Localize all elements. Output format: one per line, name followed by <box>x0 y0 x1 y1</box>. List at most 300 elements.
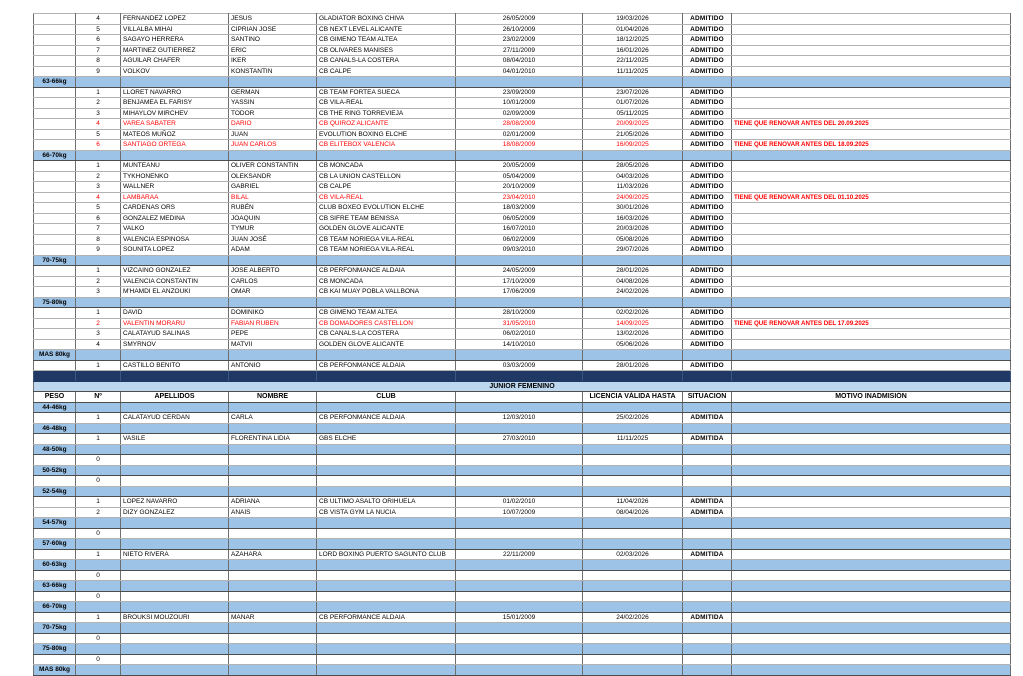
category-cell <box>121 581 229 592</box>
category-cell <box>732 560 1011 571</box>
column-header-peso: PESO <box>34 392 76 403</box>
cell-apellidos: SMYRNOV <box>121 339 229 350</box>
cell-situacion <box>683 455 732 466</box>
category-cell <box>121 623 229 634</box>
category-label: 50-52kg <box>34 465 76 476</box>
table-row <box>34 318 1011 329</box>
table-row <box>34 213 1011 224</box>
cell-peso <box>34 329 76 340</box>
cell-nombre: FLORENTINA LIDIA <box>229 434 317 445</box>
table-row <box>34 66 1011 77</box>
cell-peso <box>34 14 76 25</box>
cell-num: 6 <box>76 213 121 224</box>
cell-num: 9 <box>76 245 121 256</box>
cell-nombre: ADRIANA <box>229 497 317 508</box>
category-row <box>34 623 1011 634</box>
cell-num: 2 <box>76 98 121 109</box>
cell-apellidos: TYKHONENKO <box>121 171 229 182</box>
cell-motivo: TIENE QUE RENOVAR ANTES DEL 20.09.2025 <box>732 119 1011 130</box>
category-cell <box>456 465 583 476</box>
cell-motivo <box>732 549 1011 560</box>
category-label: MAS 80kg <box>34 350 76 361</box>
separator-cell <box>732 371 1011 382</box>
cell-apellidos: VALENTIN MORARU <box>121 318 229 329</box>
cell-peso <box>34 182 76 193</box>
cell-situacion: ADMITIDO <box>683 98 732 109</box>
cell-apellidos: DAVID <box>121 308 229 319</box>
table-row <box>34 35 1011 46</box>
category-cell <box>76 255 121 266</box>
cell-club <box>317 591 456 602</box>
category-cell <box>732 297 1011 308</box>
table-row <box>34 87 1011 98</box>
cell-fecha: 17/06/2009 <box>456 287 583 298</box>
cell-situacion <box>683 528 732 539</box>
category-cell <box>229 297 317 308</box>
category-cell <box>317 255 456 266</box>
category-row <box>34 255 1011 266</box>
cell-peso <box>34 591 76 602</box>
category-cell <box>456 602 583 613</box>
cell-club: CB OLIVARES MANISES <box>317 45 456 56</box>
cell-motivo <box>732 287 1011 298</box>
cell-num: 0 <box>76 654 121 665</box>
category-row <box>34 665 1011 676</box>
cell-licencia: 29/07/2026 <box>583 245 683 256</box>
cell-motivo <box>732 213 1011 224</box>
category-cell <box>121 444 229 455</box>
cell-apellidos: BENJAMEA EL FARISY <box>121 98 229 109</box>
category-label: 44-46kg <box>34 402 76 413</box>
cell-apellidos: LLORET NAVARRO <box>121 87 229 98</box>
cell-peso <box>34 549 76 560</box>
cell-motivo <box>732 203 1011 214</box>
cell-situacion: ADMITIDO <box>683 213 732 224</box>
cell-num: 1 <box>76 161 121 172</box>
column-header-row <box>34 392 1011 403</box>
cell-peso <box>34 245 76 256</box>
category-label: 66-70kg <box>34 150 76 161</box>
cell-fecha: 12/03/2010 <box>456 413 583 424</box>
cell-nombre <box>229 455 317 466</box>
cell-peso <box>34 266 76 277</box>
cell-peso <box>34 360 76 371</box>
cell-num: 1 <box>76 497 121 508</box>
cell-licencia: 24/09/2025 <box>583 192 683 203</box>
category-cell <box>456 444 583 455</box>
cell-peso <box>34 476 76 487</box>
cell-nombre: ADAM <box>229 245 317 256</box>
category-cell <box>732 402 1011 413</box>
cell-club <box>317 476 456 487</box>
cell-licencia: 28/01/2026 <box>583 360 683 371</box>
category-cell <box>76 150 121 161</box>
table-row <box>34 434 1011 445</box>
cell-situacion: ADMITIDO <box>683 287 732 298</box>
cell-situacion <box>683 570 732 581</box>
cell-situacion: ADMITIDO <box>683 24 732 35</box>
cell-fecha <box>456 570 583 581</box>
cell-nombre <box>229 528 317 539</box>
cell-nombre: TYMUR <box>229 224 317 235</box>
category-cell <box>583 150 683 161</box>
category-cell <box>732 644 1011 655</box>
cell-peso <box>34 98 76 109</box>
category-cell <box>456 77 583 88</box>
cell-licencia: 16/03/2026 <box>583 213 683 224</box>
category-cell <box>76 623 121 634</box>
cell-peso <box>34 161 76 172</box>
cell-situacion: ADMITIDO <box>683 66 732 77</box>
category-cell <box>121 465 229 476</box>
cell-num: 6 <box>76 35 121 46</box>
cell-club: CB CALPE <box>317 66 456 77</box>
cell-licencia: 08/04/2026 <box>583 507 683 518</box>
cell-apellidos: CALATAYUD CERDAN <box>121 413 229 424</box>
cell-peso <box>34 339 76 350</box>
category-cell <box>456 150 583 161</box>
cell-fecha: 06/02/2010 <box>456 329 583 340</box>
cell-apellidos: FERNANDEZ LOPEZ <box>121 14 229 25</box>
cell-nombre: KONSTANTIN <box>229 66 317 77</box>
cell-club: CB SIFRE TEAM BENISSA <box>317 213 456 224</box>
cell-num: 1 <box>76 308 121 319</box>
category-cell <box>76 518 121 529</box>
cell-nombre: JESUS <box>229 14 317 25</box>
category-cell <box>229 77 317 88</box>
cell-motivo <box>732 14 1011 25</box>
cell-motivo <box>732 612 1011 623</box>
cell-apellidos: MUNTEANU <box>121 161 229 172</box>
cell-peso <box>34 413 76 424</box>
cell-nombre: MATVII <box>229 339 317 350</box>
table-row <box>34 119 1011 130</box>
category-cell <box>317 465 456 476</box>
cell-num: 6 <box>76 140 121 151</box>
cell-licencia: 05/08/2026 <box>583 234 683 245</box>
cell-motivo <box>732 476 1011 487</box>
cell-nombre: DARIO <box>229 119 317 130</box>
category-cell <box>583 560 683 571</box>
cell-apellidos: MIHAYLOV MIRCHEV <box>121 108 229 119</box>
cell-motivo: TIENE QUE RENOVAR ANTES DEL 17.09.2025 <box>732 318 1011 329</box>
cell-nombre: YASSIN <box>229 98 317 109</box>
cell-peso <box>34 287 76 298</box>
cell-apellidos: VALENCIA ESPINOSA <box>121 234 229 245</box>
cell-fecha: 02/09/2009 <box>456 108 583 119</box>
category-cell <box>121 518 229 529</box>
category-cell <box>317 423 456 434</box>
cell-situacion: ADMITIDO <box>683 329 732 340</box>
cell-situacion: ADMITIDO <box>683 224 732 235</box>
cell-num: 9 <box>76 66 121 77</box>
cell-licencia: 28/05/2026 <box>583 161 683 172</box>
cell-peso <box>34 434 76 445</box>
cell-licencia: 05/11/2025 <box>583 108 683 119</box>
section-banner <box>34 381 1011 392</box>
cell-club: CB CALPE <box>317 182 456 193</box>
cell-apellidos: MARTINEZ GUTIERREZ <box>121 45 229 56</box>
table-row <box>34 276 1011 287</box>
cell-fecha: 23/04/2010 <box>456 192 583 203</box>
cell-situacion <box>683 476 732 487</box>
category-cell <box>456 518 583 529</box>
cell-num: 0 <box>76 633 121 644</box>
cell-peso <box>34 633 76 644</box>
column-header-nombre: NOMBRE <box>229 392 317 403</box>
cell-licencia <box>583 476 683 487</box>
cell-licencia: 24/02/2026 <box>583 287 683 298</box>
cell-licencia: 16/01/2026 <box>583 45 683 56</box>
cell-num: 1 <box>76 360 121 371</box>
cell-club: LORD BOXING PUERTO SAGUNTO CLUB <box>317 549 456 560</box>
cell-fecha: 23/09/2009 <box>456 87 583 98</box>
cell-apellidos: NIETO RIVERA <box>121 549 229 560</box>
category-cell <box>121 602 229 613</box>
cell-apellidos: WALLNER <box>121 182 229 193</box>
table-row <box>34 308 1011 319</box>
cell-num: 3 <box>76 287 121 298</box>
cell-licencia: 11/11/2025 <box>583 66 683 77</box>
cell-situacion: ADMITIDO <box>683 276 732 287</box>
cell-nombre <box>229 570 317 581</box>
cell-club <box>317 570 456 581</box>
category-cell <box>732 77 1011 88</box>
cell-peso <box>34 87 76 98</box>
cell-motivo <box>732 35 1011 46</box>
table-row <box>34 497 1011 508</box>
cell-fecha: 10/01/2009 <box>456 98 583 109</box>
category-label: 54-57kg <box>34 518 76 529</box>
cell-fecha: 26/05/2009 <box>456 14 583 25</box>
separator-cell <box>34 371 76 382</box>
category-cell <box>121 539 229 550</box>
category-cell <box>76 465 121 476</box>
cell-licencia: 11/04/2026 <box>583 497 683 508</box>
category-cell <box>229 465 317 476</box>
cell-apellidos <box>121 654 229 665</box>
category-cell <box>317 665 456 676</box>
table-row <box>34 224 1011 235</box>
category-cell <box>76 350 121 361</box>
cell-apellidos <box>121 455 229 466</box>
cell-motivo <box>732 45 1011 56</box>
category-cell <box>456 623 583 634</box>
cell-licencia: 05/06/2026 <box>583 339 683 350</box>
category-row <box>34 423 1011 434</box>
cell-situacion <box>683 591 732 602</box>
cell-num: 8 <box>76 56 121 67</box>
cell-licencia: 22/11/2025 <box>583 56 683 67</box>
column-header-apellidos: APELLIDOS <box>121 392 229 403</box>
cell-fecha: 27/03/2010 <box>456 434 583 445</box>
cell-motivo <box>732 234 1011 245</box>
category-row <box>34 350 1011 361</box>
cell-nombre: BILAL <box>229 192 317 203</box>
category-cell <box>583 581 683 592</box>
category-row <box>34 539 1011 550</box>
column-header-licencia: LICENCIA VÁLIDA HASTA <box>583 392 683 403</box>
cell-situacion: ADMITIDA <box>683 413 732 424</box>
category-cell <box>732 444 1011 455</box>
category-cell <box>229 602 317 613</box>
cell-peso <box>34 35 76 46</box>
category-label: 46-48kg <box>34 423 76 434</box>
cell-fecha: 28/08/2009 <box>456 119 583 130</box>
category-cell <box>683 623 732 634</box>
cell-situacion: ADMITIDA <box>683 507 732 518</box>
cell-club: CB KAI MUAY POBLA VALLBONA <box>317 287 456 298</box>
category-cell <box>456 402 583 413</box>
cell-peso <box>34 129 76 140</box>
section-banner-label: JUNIOR FEMENINO <box>34 381 1011 392</box>
cell-peso <box>34 528 76 539</box>
cell-peso <box>34 203 76 214</box>
cell-situacion: ADMITIDO <box>683 140 732 151</box>
category-row <box>34 444 1011 455</box>
category-cell <box>583 665 683 676</box>
cell-num: 2 <box>76 276 121 287</box>
cell-apellidos: CARDENAS ORS <box>121 203 229 214</box>
category-label: 48-50kg <box>34 444 76 455</box>
cell-nombre: CARLOS <box>229 276 317 287</box>
cell-peso <box>34 234 76 245</box>
category-label: 57-60kg <box>34 539 76 550</box>
table-row <box>34 45 1011 56</box>
cell-apellidos: SANTIAGO ORTEGA <box>121 140 229 151</box>
cell-num: 3 <box>76 108 121 119</box>
category-cell <box>229 623 317 634</box>
cell-fecha: 20/05/2009 <box>456 161 583 172</box>
cell-motivo <box>732 56 1011 67</box>
category-cell <box>732 465 1011 476</box>
cell-situacion: ADMITIDO <box>683 360 732 371</box>
cell-nombre: MANAR <box>229 612 317 623</box>
cell-num: 4 <box>76 119 121 130</box>
cell-motivo <box>732 360 1011 371</box>
cell-fecha: 16/07/2010 <box>456 224 583 235</box>
cell-licencia: 13/02/2026 <box>583 329 683 340</box>
cell-apellidos <box>121 591 229 602</box>
cell-nombre: GABRIEL <box>229 182 317 193</box>
table-row <box>34 591 1011 602</box>
cell-fecha: 18/08/2009 <box>456 140 583 151</box>
cell-nombre: TODOR <box>229 108 317 119</box>
cell-peso <box>34 45 76 56</box>
category-cell <box>317 77 456 88</box>
table-row <box>34 14 1011 25</box>
cell-nombre: JOSE ALBERTO <box>229 266 317 277</box>
cell-situacion: ADMITIDA <box>683 549 732 560</box>
cell-licencia: 01/07/2026 <box>583 98 683 109</box>
cell-motivo <box>732 108 1011 119</box>
cell-motivo <box>732 182 1011 193</box>
cell-club: CB GIMENO TEAM ALTEA <box>317 35 456 46</box>
category-cell <box>683 486 732 497</box>
cell-num: 0 <box>76 591 121 602</box>
cell-licencia: 21/05/2026 <box>583 129 683 140</box>
cell-club: EVOLUTION BOXING ELCHE <box>317 129 456 140</box>
cell-nombre: GERMAN <box>229 87 317 98</box>
cell-club: GOLDEN GLOVE ALICANTE <box>317 339 456 350</box>
cell-peso <box>34 455 76 466</box>
category-cell <box>229 518 317 529</box>
cell-peso <box>34 66 76 77</box>
cell-motivo <box>732 455 1011 466</box>
cell-num: 5 <box>76 203 121 214</box>
cell-club: CB MONCADA <box>317 276 456 287</box>
cell-fecha: 24/05/2009 <box>456 266 583 277</box>
cell-situacion: ADMITIDO <box>683 14 732 25</box>
category-cell <box>121 150 229 161</box>
category-row <box>34 297 1011 308</box>
category-cell <box>683 297 732 308</box>
cell-fecha: 04/01/2010 <box>456 66 583 77</box>
cell-club: CB LA UNION CASTELLON <box>317 171 456 182</box>
cell-motivo <box>732 528 1011 539</box>
cell-motivo <box>732 434 1011 445</box>
cell-situacion: ADMITIDO <box>683 56 732 67</box>
cell-fecha: 14/10/2010 <box>456 339 583 350</box>
category-label: 52-54kg <box>34 486 76 497</box>
cell-motivo <box>732 339 1011 350</box>
cell-peso <box>34 612 76 623</box>
table-row <box>34 161 1011 172</box>
cell-peso <box>34 308 76 319</box>
category-row <box>34 560 1011 571</box>
cell-licencia: 19/03/2026 <box>583 14 683 25</box>
cell-situacion: ADMITIDO <box>683 87 732 98</box>
cell-situacion: ADMITIDO <box>683 182 732 193</box>
cell-situacion: ADMITIDO <box>683 45 732 56</box>
cell-situacion: ADMITIDA <box>683 434 732 445</box>
cell-club <box>317 528 456 539</box>
table-row <box>34 192 1011 203</box>
cell-fecha: 17/10/2009 <box>456 276 583 287</box>
category-label: 70-75kg <box>34 623 76 634</box>
section-separator-row <box>34 371 1011 382</box>
cell-motivo: TIENE QUE RENOVAR ANTES DEL 18.09.2025 <box>732 140 1011 151</box>
cell-fecha: 06/05/2009 <box>456 213 583 224</box>
cell-apellidos: CALATAYUD SALINAS <box>121 329 229 340</box>
cell-peso <box>34 24 76 35</box>
category-cell <box>76 402 121 413</box>
cell-peso <box>34 213 76 224</box>
separator-cell <box>683 371 732 382</box>
cell-nombre: CIPRIAN JOSE <box>229 24 317 35</box>
cell-club: CB CANALS-LA COSTERA <box>317 56 456 67</box>
category-cell <box>317 486 456 497</box>
category-label: 63-66kg <box>34 581 76 592</box>
cell-club: GBS ELCHE <box>317 434 456 445</box>
category-cell <box>732 423 1011 434</box>
cell-licencia <box>583 633 683 644</box>
cell-club: CB TEAM NORIEGA VILA-REAL <box>317 234 456 245</box>
cell-num: 3 <box>76 329 121 340</box>
category-cell <box>683 150 732 161</box>
category-row <box>34 465 1011 476</box>
category-cell <box>583 623 683 634</box>
category-cell <box>229 150 317 161</box>
separator-cell <box>76 371 121 382</box>
cell-licencia <box>583 591 683 602</box>
cell-motivo: TIENE QUE RENOVAR ANTES DEL 01.10.2025 <box>732 192 1011 203</box>
cell-club: CB CANALS-LA COSTERA <box>317 329 456 340</box>
category-cell <box>76 665 121 676</box>
cell-licencia: 16/09/2025 <box>583 140 683 151</box>
cell-club <box>317 633 456 644</box>
cell-situacion: ADMITIDO <box>683 245 732 256</box>
